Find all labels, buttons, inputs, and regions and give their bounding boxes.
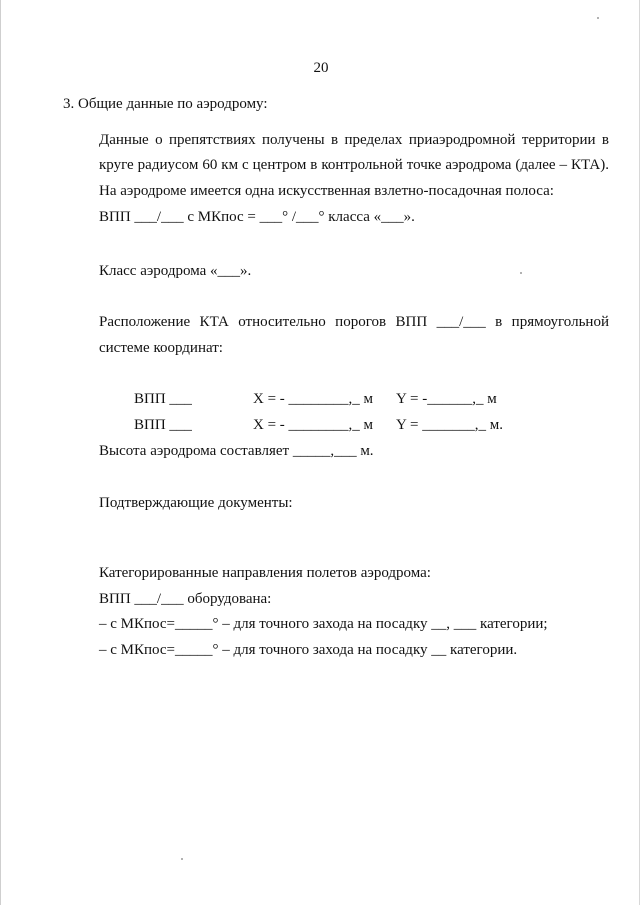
categorized-heading: Категорированные направления полетов аэродрома: [99, 565, 431, 581]
scan-speck [181, 858, 183, 860]
scan-speck [597, 17, 599, 19]
kta-location-line-2: системе координат: [99, 340, 223, 356]
obstacles-line-2: круге радиусом 60 км с центром в контрольной точке аэродрома (далее – КТА). [99, 157, 609, 173]
coord-row-1-x: X = - ________,_ м [253, 391, 374, 407]
coord-row-1-y: Y = -______,_ м [396, 391, 497, 407]
page-number: 20 [313, 60, 329, 76]
obstacles-line-3: На аэродроме имеется одна искусственная взлетно-посадочная полоса: [99, 183, 554, 199]
coord-row-1-runway: ВПП ___ [134, 391, 192, 407]
runway-line: ВПП ___/___ с МКпос = ___° /___° класса «___». [99, 209, 415, 225]
aerodrome-elevation: Высота аэродрома составляет _____,___ м. [99, 443, 374, 459]
categorized-runway: ВПП ___/___ оборудована: [99, 591, 272, 607]
kta-location-line-1: Расположение КТА относительно порогов ВПП ___/___ в прямоугольной [99, 314, 609, 330]
categorized-item-2: – с МКпос=_____° – для точного захода на посадку __ категории. [99, 642, 518, 658]
coord-row-2-y: Y = _______,_ м. [396, 417, 503, 433]
scan-speck [520, 272, 522, 274]
coord-row-2-runway: ВПП ___ [134, 417, 192, 433]
categorized-item-1: – с МКпос=_____° – для точного захода на посадку __, ___ категории; [99, 616, 548, 632]
section-heading: 3. Общие данные по аэродрому: [63, 96, 268, 112]
aerodrome-class: Класс аэродрома «___». [99, 263, 252, 279]
supporting-documents: Подтверждающие документы: [99, 495, 293, 511]
obstacles-line-1: Данные о препятствиях получены в пределах приаэродромной территории в [99, 132, 609, 148]
coord-row-2-x: X = - ________,_ м [253, 417, 374, 433]
